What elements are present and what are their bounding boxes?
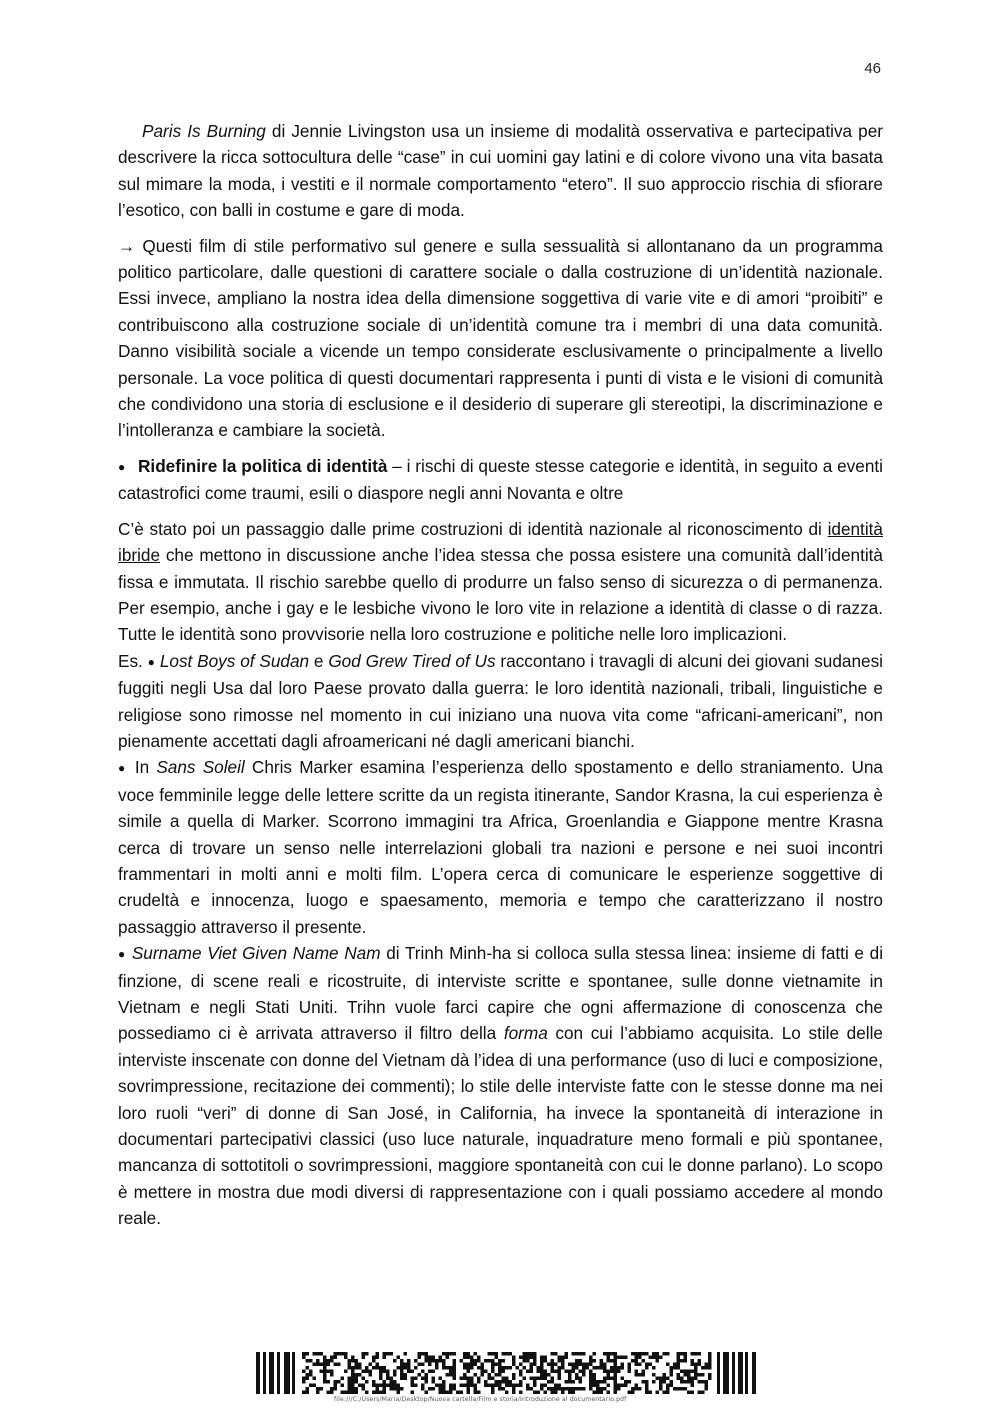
- paragraph-performative-films: → Questi film di stile performativo sul genere e sulla sessualità si allontanano da un programma politico particolare, dalle questioni di carattere sociale o dalla costruzione di un’identità nazionale. Essi invece, ampliano la nostra idea della dimensione soggettiva di varie vite e di amori “proibiti” e contribuiscono alla costruzione sociale di un’identità comune tra i membri di una data comunità. Danno visibilità sociale a vicende un tempo considerate esclusivamente o principalmente a livello personale. La voce politica di questi documentari rappresenta i punti di vista e le visioni di comunità che condividono una storia di esclusione e il desiderio di superare gli stereotipi, la discriminazione e l’intolleranza e cambiare la società.: [118, 235, 883, 441]
- file-path-caption: file:///C:/Users/Maria/Desktop/Nuova cartella/Film e storia/Introduzione al documentario.pdf: [334, 1396, 627, 1403]
- paragraph-hybrid-identities: [118, 516, 883, 648]
- page-body: [118, 118, 883, 1232]
- example-label: Es.: [118, 650, 148, 671]
- paragraph-lost-boys: [118, 648, 883, 755]
- paragraph-text: e: [309, 650, 329, 671]
- paragraph-text: che mettono in discussione anche l’idea stessa che possa esistere una comunità dall’identità fissa e immutata. Il rischio sarebbe quello di produrre un falso senso di sicurezza o di permanenza. Per esempio, anche i gay e le lesbiche vivono le loro vite in relazione a identità di classe o di razza. Tutte le identità sono provvisorie nella loro costruzione e politiche nelle loro implicazioni.: [118, 545, 883, 645]
- page-number: 46: [864, 60, 881, 77]
- underlined-term: identità ibride: [118, 518, 883, 566]
- film-title: Surname Viet Given Name Nam: [131, 943, 381, 964]
- paragraph-paris-is-burning: [118, 118, 883, 224]
- film-title: God Grew Tired of Us: [328, 650, 496, 671]
- film-title: Paris Is Burning: [142, 121, 266, 141]
- paragraph-text: di Jennie Livingston usa un insieme di modalità osservativa e partecipativa per descrivere la ricca sottocultura delle “case” in cui uomini gay latini e di colore vivono una vita basata sul mimare la moda, i vestiti e il normale comportamento “etero”. Il suo approccio rischia di sfiorare l’esotico, con balli in costume e gare di moda.: [118, 121, 883, 221]
- section-text: – i rischi di queste stesse categorie e identità, in seguito a eventi catastrofici come traumi, esili o diaspore negli anni Novanta e oltre: [118, 455, 883, 504]
- bullet-icon: ●: [118, 761, 128, 776]
- emphasized-word: forma: [503, 1023, 548, 1044]
- bullet-icon: ●: [118, 947, 127, 962]
- section-heading: Ridefinire la politica di identità: [138, 455, 388, 476]
- paragraph-surname-viet: [118, 940, 883, 1231]
- paragraph-text: con cui l’abbiamo acquisita. Lo stile delle interviste inscenate con donne del Vietnam dà l’idea di una performance (uso di luci e composizione, sovrimpressione, recitazione dei commenti); lo stile delle interviste fatte con le stesse donne ma nei loro ruoli “veri” di donne di San José, in California, ha invece la spontaneità di interazione in documentari partecipativi classici (uso luce naturale, inquadrature meno formali e più spontanee, mancanza di sottotitoli o sovrimpressioni, maggiore spontaneità con cui le donne parlano). Lo scopo è mettere in mostra due modi diversi di rappresentazione con i quali possiamo accedere al mondo reale.: [118, 1023, 883, 1229]
- paragraph-text: C’è stato poi un passaggio dalle prime costruzioni di identità nazionale al riconoscimento di: [118, 518, 828, 539]
- bullet-icon: ●: [147, 654, 155, 669]
- barcode: [256, 1352, 756, 1394]
- bullet-icon: ●: [118, 459, 126, 474]
- paragraph-text: raccontano i travagli di alcuni dei giovani sudanesi fuggiti negli Usa dal loro Paese provato dalla guerra: le loro identità nazionali, tribali, linguistiche e religiose sono rimosse nel momento in cui iniziano una nuova vita come “africani-americani”, non pienamente accettati dagli afroamericani né dagli americani bianchi.: [118, 650, 884, 751]
- bullet-section-identity-politics: [118, 453, 883, 507]
- film-title: Lost Boys of Sudan: [159, 650, 310, 671]
- paragraph-sans-soleil: [118, 754, 883, 940]
- paragraph-text: Chris Marker esamina l’esperienza dello spostamento e dello straniamento. Una voce femminile legge delle lettere scritte da un regista itinerante, Sandor Krasna, la cui esperienza è simile a quella di Marker. Scorrono immagini tra Africa, Groenlandia e Giappone mentre Krasna cerca di trovare un senso nelle interrelazioni globali tra nazioni e persone e nei suoi incontri frammentari in molti anni e molti film. L’opera cerca di comunicare le esperienze soggettive di crudeltà e innocenza, luogo e spaesamento, memoria e tempo che caratterizzano il nostro passaggio attraverso il presente.: [118, 757, 883, 937]
- paragraph-text: In: [127, 757, 157, 778]
- film-title: Sans Soleil: [156, 757, 245, 778]
- paragraph-text: di Trinh Minh-ha si colloca sulla stessa linea: insieme di fatti e di finzione, di scene reali e ricostruite, di interviste scritte e spontanee, sulle donne vietnamite in Vietnam e negli Stati Uniti. Trihn vuole farci capire che ogni affermazione di conoscenza che possediamo ci è arrivata attraverso il filtro della: [118, 943, 884, 1044]
